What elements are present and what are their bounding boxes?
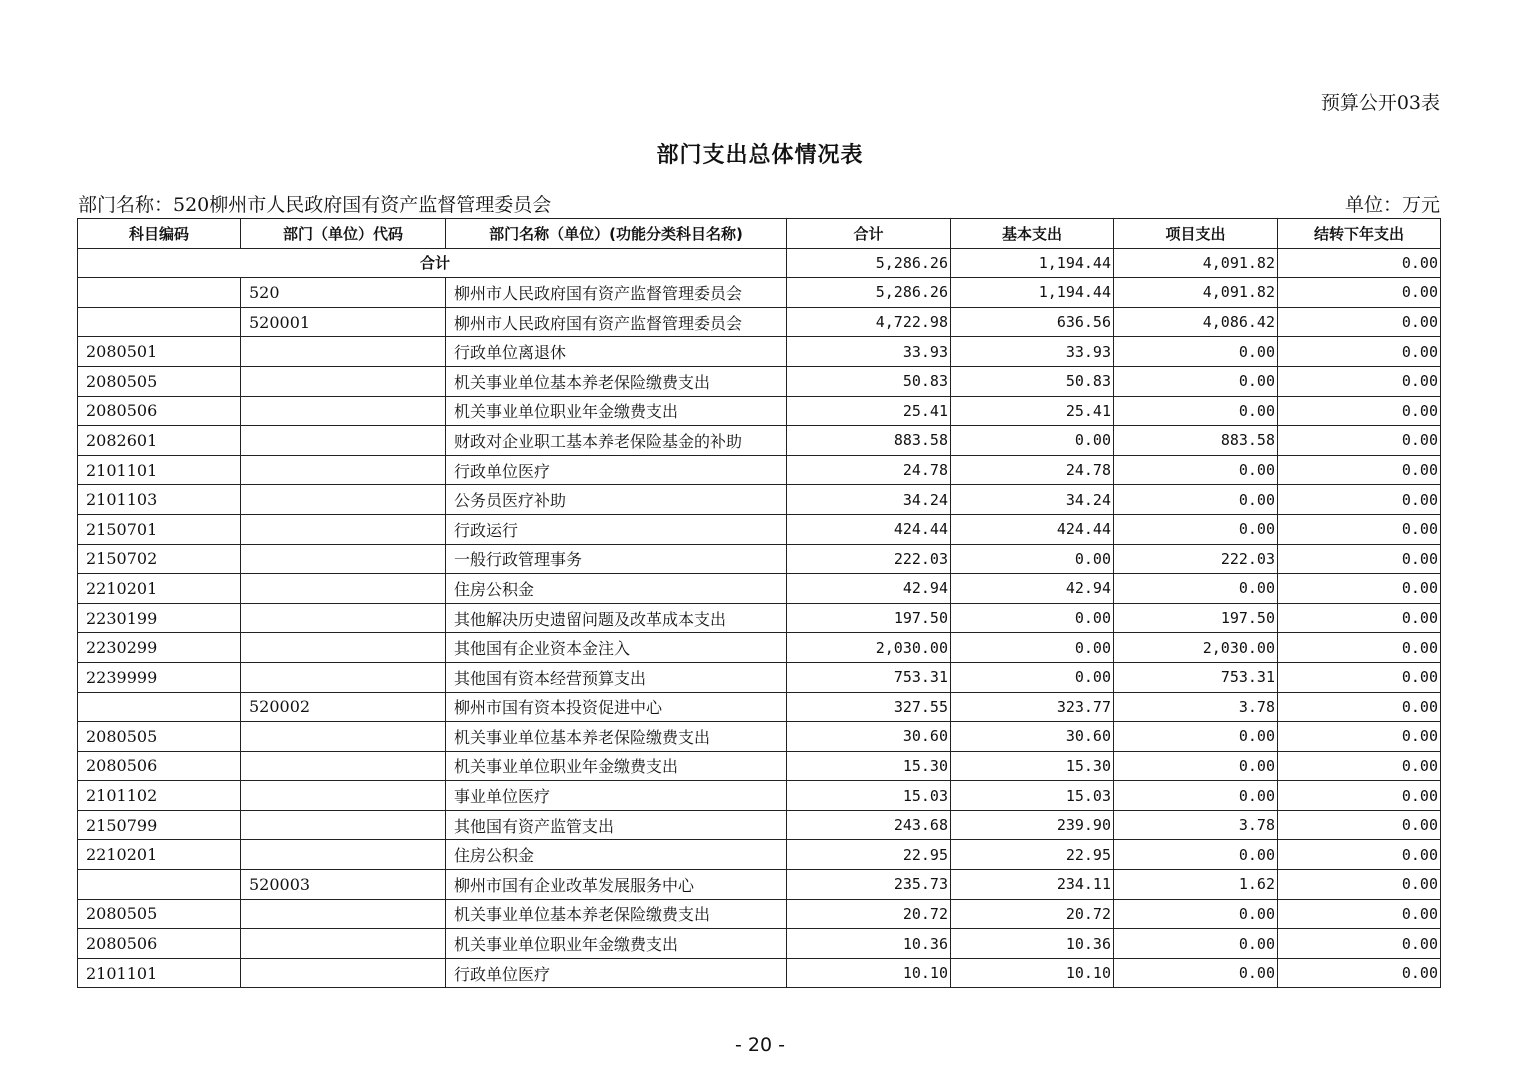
project-cell: 0.00 — [1114, 899, 1278, 929]
project-cell: 0.00 — [1114, 722, 1278, 752]
carryover-cell: 0.00 — [1278, 929, 1441, 959]
name-cell: 机关事业单位职业年金缴费支出 — [446, 751, 787, 781]
unit-code-cell — [241, 574, 446, 604]
total-cell: 883.58 — [787, 426, 951, 456]
table-row — [78, 722, 1441, 752]
basic-cell: 0.00 — [951, 544, 1114, 574]
unit-code-cell — [241, 958, 446, 988]
basic-cell: 34.24 — [951, 485, 1114, 515]
table-row — [78, 781, 1441, 811]
table-row — [78, 426, 1441, 456]
project-cell: 0.00 — [1114, 396, 1278, 426]
total-cell: 5,286.26 — [787, 278, 951, 308]
basic-cell: 30.60 — [951, 722, 1114, 752]
unit-code-cell — [241, 899, 446, 929]
project-cell: 0.00 — [1114, 781, 1278, 811]
unit-code-cell — [241, 751, 446, 781]
project-cell: 0.00 — [1114, 958, 1278, 988]
project-cell: 0.00 — [1114, 514, 1278, 544]
basic-cell: 0.00 — [951, 633, 1114, 663]
basic-cell: 33.93 — [951, 337, 1114, 367]
code-cell: 2080505 — [78, 899, 241, 929]
page-number: - 20 - — [735, 1034, 785, 1056]
carryover-cell: 0.00 — [1278, 426, 1441, 456]
table-row — [78, 958, 1441, 988]
code-cell: 2101103 — [78, 485, 241, 515]
total-cell: 42.94 — [787, 574, 951, 604]
basic-cell: 636.56 — [951, 307, 1114, 337]
unit-code-cell — [241, 603, 446, 633]
project-cell: 0.00 — [1114, 840, 1278, 870]
table-row — [78, 455, 1441, 485]
column-header: 基本支出 — [951, 219, 1114, 249]
basic-cell: 25.41 — [951, 396, 1114, 426]
code-cell — [78, 870, 241, 900]
name-cell: 行政单位医疗 — [446, 958, 787, 988]
department-name: 部门名称：520柳州市人民政府国有资产监督管理委员会 — [78, 194, 552, 216]
name-cell: 机关事业单位基本养老保险缴费支出 — [446, 899, 787, 929]
carryover-cell: 0.00 — [1278, 751, 1441, 781]
basic-cell: 323.77 — [951, 692, 1114, 722]
table-row — [78, 544, 1441, 574]
expenditure-table — [77, 218, 1441, 988]
total-cell: 4,722.98 — [787, 307, 951, 337]
table-row — [78, 840, 1441, 870]
unit-code-cell — [241, 485, 446, 515]
name-cell: 财政对企业职工基本养老保险基金的补助 — [446, 426, 787, 456]
unit-code-cell: 520 — [241, 278, 446, 308]
total-cell: 24.78 — [787, 455, 951, 485]
basic-cell: 0.00 — [951, 662, 1114, 692]
project-cell: 0.00 — [1114, 337, 1278, 367]
name-cell: 机关事业单位职业年金缴费支出 — [446, 396, 787, 426]
carryover-cell: 0.00 — [1278, 366, 1441, 396]
name-cell: 其他解决历史遗留问题及改革成本支出 — [446, 603, 787, 633]
code-cell: 2150702 — [78, 544, 241, 574]
total-cell: 50.83 — [787, 366, 951, 396]
table-row — [78, 633, 1441, 663]
table-row — [78, 810, 1441, 840]
name-cell: 住房公积金 — [446, 574, 787, 604]
unit-code-cell — [241, 455, 446, 485]
basic-cell: 1,194.44 — [951, 278, 1114, 308]
name-cell: 柳州市国有资本投资促进中心 — [446, 692, 787, 722]
project-cell: 4,086.42 — [1114, 307, 1278, 337]
unit-code-cell — [241, 426, 446, 456]
total-cell: 25.41 — [787, 396, 951, 426]
name-cell: 柳州市国有企业改革发展服务中心 — [446, 870, 787, 900]
total-cell: 424.44 — [787, 514, 951, 544]
unit-code-cell — [241, 544, 446, 574]
table-row — [78, 514, 1441, 544]
project-cell: 0.00 — [1114, 455, 1278, 485]
unit-code-cell: 520002 — [241, 692, 446, 722]
total-cell: 22.95 — [787, 840, 951, 870]
name-cell: 机关事业单位基本养老保险缴费支出 — [446, 366, 787, 396]
code-cell: 2101101 — [78, 455, 241, 485]
carryover-cell: 0.00 — [1278, 899, 1441, 929]
unit-code-cell — [241, 633, 446, 663]
carryover-cell: 0.00 — [1278, 958, 1441, 988]
code-cell: 2150799 — [78, 810, 241, 840]
basic-cell: 1,194.44 — [951, 248, 1114, 278]
column-header: 结转下年支出 — [1278, 219, 1441, 249]
table-row — [78, 396, 1441, 426]
table-row — [78, 662, 1441, 692]
total-cell: 235.73 — [787, 870, 951, 900]
name-cell: 住房公积金 — [446, 840, 787, 870]
name-cell: 柳州市人民政府国有资产监督管理委员会 — [446, 278, 787, 308]
project-cell: 0.00 — [1114, 929, 1278, 959]
basic-cell: 20.72 — [951, 899, 1114, 929]
project-cell: 2,030.00 — [1114, 633, 1278, 663]
project-cell: 0.00 — [1114, 574, 1278, 604]
code-cell: 2230299 — [78, 633, 241, 663]
basic-cell: 50.83 — [951, 366, 1114, 396]
table-row — [78, 929, 1441, 959]
table-row — [78, 307, 1441, 337]
project-cell: 0.00 — [1114, 485, 1278, 515]
column-header: 项目支出 — [1114, 219, 1278, 249]
table-row — [78, 485, 1441, 515]
carryover-cell: 0.00 — [1278, 603, 1441, 633]
carryover-cell: 0.00 — [1278, 810, 1441, 840]
column-header: 部门（单位）代码 — [241, 219, 446, 249]
project-cell: 0.00 — [1114, 366, 1278, 396]
total-cell: 2,030.00 — [787, 633, 951, 663]
name-cell: 事业单位医疗 — [446, 781, 787, 811]
basic-cell: 10.10 — [951, 958, 1114, 988]
basic-cell: 239.90 — [951, 810, 1114, 840]
page-title: 部门支出总体情况表 — [656, 142, 864, 168]
unit-code-cell — [241, 810, 446, 840]
name-cell: 其他国有资本经营预算支出 — [446, 662, 787, 692]
project-cell: 4,091.82 — [1114, 248, 1278, 278]
table-row — [78, 870, 1441, 900]
table-row — [78, 366, 1441, 396]
table-header-row — [78, 219, 1441, 249]
code-cell — [78, 307, 241, 337]
code-cell — [78, 692, 241, 722]
table-row — [78, 337, 1441, 367]
unit-code-cell — [241, 722, 446, 752]
carryover-cell: 0.00 — [1278, 307, 1441, 337]
basic-cell: 42.94 — [951, 574, 1114, 604]
carryover-cell: 0.00 — [1278, 633, 1441, 663]
unit-code-cell — [241, 929, 446, 959]
unit-code-cell — [241, 366, 446, 396]
column-header: 部门名称（单位）(功能分类科目名称) — [446, 219, 787, 249]
basic-cell: 22.95 — [951, 840, 1114, 870]
basic-cell: 424.44 — [951, 514, 1114, 544]
total-label: 合计 — [78, 248, 787, 278]
carryover-cell: 0.00 — [1278, 574, 1441, 604]
table-row — [78, 574, 1441, 604]
project-cell: 3.78 — [1114, 810, 1278, 840]
carryover-cell: 0.00 — [1278, 692, 1441, 722]
total-cell: 34.24 — [787, 485, 951, 515]
carryover-cell: 0.00 — [1278, 781, 1441, 811]
project-cell: 883.58 — [1114, 426, 1278, 456]
name-cell: 行政单位医疗 — [446, 455, 787, 485]
total-cell: 30.60 — [787, 722, 951, 752]
name-cell: 柳州市人民政府国有资产监督管理委员会 — [446, 307, 787, 337]
carryover-cell: 0.00 — [1278, 662, 1441, 692]
carryover-cell: 0.00 — [1278, 514, 1441, 544]
code-cell: 2082601 — [78, 426, 241, 456]
code-cell — [78, 278, 241, 308]
name-cell: 公务员医疗补助 — [446, 485, 787, 515]
total-cell: 753.31 — [787, 662, 951, 692]
carryover-cell: 0.00 — [1278, 455, 1441, 485]
basic-cell: 234.11 — [951, 870, 1114, 900]
basic-cell: 0.00 — [951, 426, 1114, 456]
carryover-cell: 0.00 — [1278, 722, 1441, 752]
table-row — [78, 751, 1441, 781]
project-cell: 753.31 — [1114, 662, 1278, 692]
code-cell: 2080506 — [78, 396, 241, 426]
total-cell: 243.68 — [787, 810, 951, 840]
name-cell: 机关事业单位基本养老保险缴费支出 — [446, 722, 787, 752]
code-cell: 2150701 — [78, 514, 241, 544]
carryover-cell: 0.00 — [1278, 840, 1441, 870]
project-cell: 0.00 — [1114, 751, 1278, 781]
total-cell: 10.10 — [787, 958, 951, 988]
table-row — [78, 899, 1441, 929]
total-cell: 33.93 — [787, 337, 951, 367]
basic-cell: 0.00 — [951, 603, 1114, 633]
carryover-cell: 0.00 — [1278, 870, 1441, 900]
total-cell: 20.72 — [787, 899, 951, 929]
carryover-cell: 0.00 — [1278, 337, 1441, 367]
total-cell: 15.30 — [787, 751, 951, 781]
unit-code-cell — [241, 662, 446, 692]
code-cell: 2239999 — [78, 662, 241, 692]
total-row — [78, 248, 1441, 278]
code-cell: 2080501 — [78, 337, 241, 367]
unit-code-cell — [241, 514, 446, 544]
unit-code-cell — [241, 337, 446, 367]
name-cell: 机关事业单位职业年金缴费支出 — [446, 929, 787, 959]
total-cell: 5,286.26 — [787, 248, 951, 278]
code-cell: 2230199 — [78, 603, 241, 633]
table-row — [78, 603, 1441, 633]
name-cell: 行政运行 — [446, 514, 787, 544]
carryover-cell: 0.00 — [1278, 544, 1441, 574]
unit-code-cell: 520001 — [241, 307, 446, 337]
name-cell: 其他国有企业资本金注入 — [446, 633, 787, 663]
project-cell: 1.62 — [1114, 870, 1278, 900]
code-cell: 2210201 — [78, 574, 241, 604]
total-cell: 222.03 — [787, 544, 951, 574]
code-cell: 2080505 — [78, 722, 241, 752]
column-header: 合计 — [787, 219, 951, 249]
code-cell: 2080506 — [78, 929, 241, 959]
code-cell: 2080506 — [78, 751, 241, 781]
unit-code-cell — [241, 781, 446, 811]
code-cell: 2080505 — [78, 366, 241, 396]
name-cell: 行政单位离退休 — [446, 337, 787, 367]
unit-code-cell — [241, 840, 446, 870]
code-cell: 2210201 — [78, 840, 241, 870]
total-cell: 197.50 — [787, 603, 951, 633]
table-row — [78, 692, 1441, 722]
total-cell: 327.55 — [787, 692, 951, 722]
unit-code-cell — [241, 396, 446, 426]
unit-label: 单位：万元 — [1344, 194, 1440, 216]
carryover-cell: 0.00 — [1278, 248, 1441, 278]
project-cell: 3.78 — [1114, 692, 1278, 722]
unit-code-cell: 520003 — [241, 870, 446, 900]
code-cell: 2101102 — [78, 781, 241, 811]
basic-cell: 15.30 — [951, 751, 1114, 781]
name-cell: 其他国有资产监管支出 — [446, 810, 787, 840]
form-number: 预算公开03表 — [1320, 92, 1440, 114]
basic-cell: 24.78 — [951, 455, 1114, 485]
carryover-cell: 0.00 — [1278, 396, 1441, 426]
name-cell: 一般行政管理事务 — [446, 544, 787, 574]
total-cell: 15.03 — [787, 781, 951, 811]
basic-cell: 15.03 — [951, 781, 1114, 811]
carryover-cell: 0.00 — [1278, 485, 1441, 515]
table-row — [78, 278, 1441, 308]
project-cell: 222.03 — [1114, 544, 1278, 574]
total-cell: 10.36 — [787, 929, 951, 959]
project-cell: 197.50 — [1114, 603, 1278, 633]
code-cell: 2101101 — [78, 958, 241, 988]
project-cell: 4,091.82 — [1114, 278, 1278, 308]
column-header: 科目编码 — [78, 219, 241, 249]
basic-cell: 10.36 — [951, 929, 1114, 959]
carryover-cell: 0.00 — [1278, 278, 1441, 308]
